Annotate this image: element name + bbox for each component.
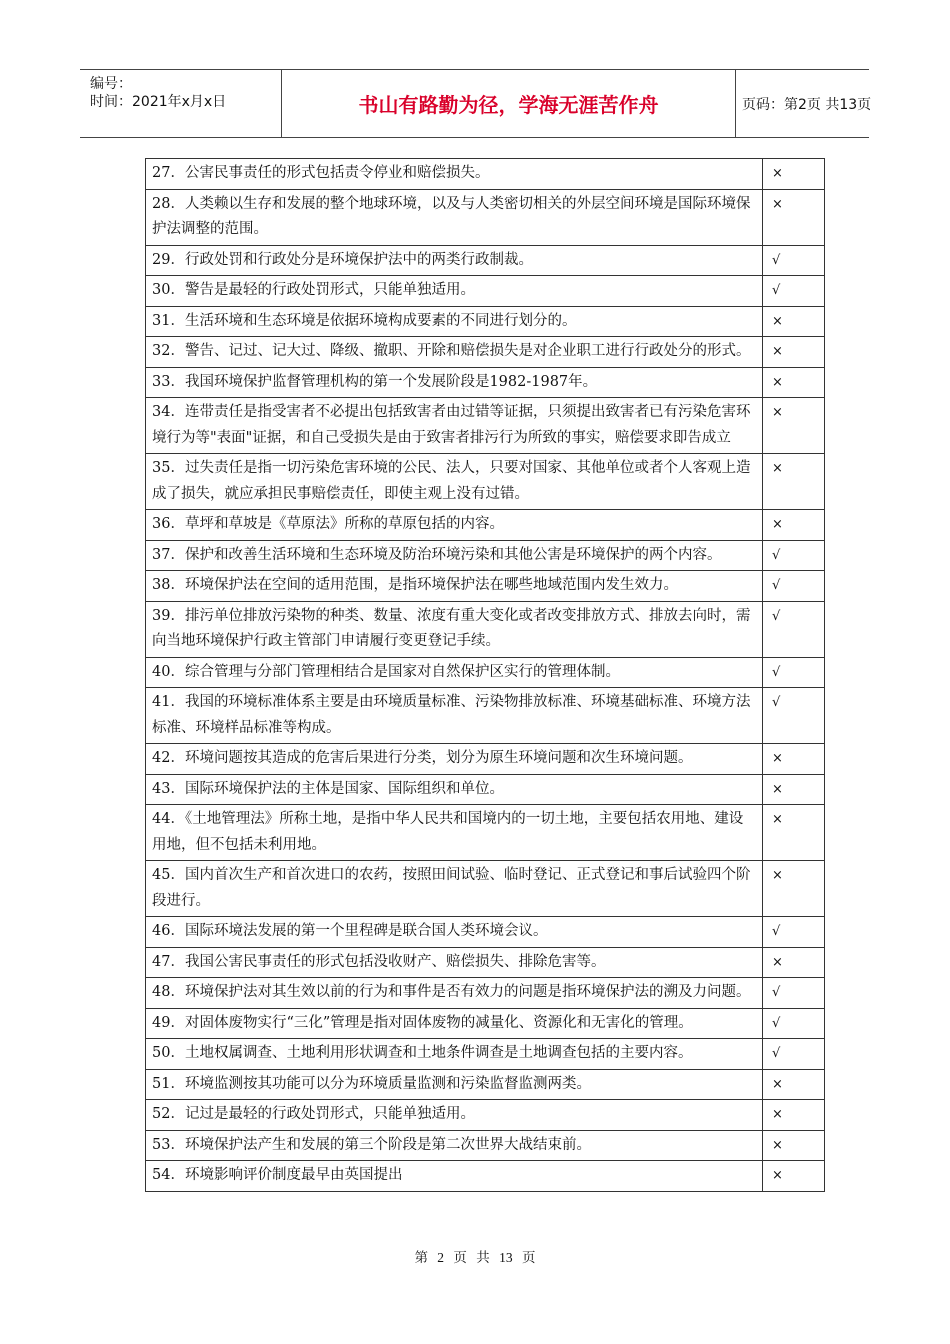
answer-mark: ×: [763, 774, 825, 805]
answer-mark: √: [763, 1008, 825, 1039]
question-text: 29．行政处罚和行政处分是环境保护法中的两类行政制裁。: [146, 245, 763, 276]
question-text: 33．我国环境保护监督管理机构的第一个发展阶段是1982-1987年。: [146, 367, 763, 398]
question-text: 39．排污单位排放污染物的种类、数量、浓度有重大变化或者改变排放方式、排放去向时，需向当地环境保护行政主管部门申请履行变更登记手续。: [146, 601, 763, 657]
question-text: 49．对固体废物实行“三化”管理是指对固体废物的减量化、资源化和无害化的管理。: [146, 1008, 763, 1039]
question-row: [146, 1130, 825, 1161]
question-row: [146, 1008, 825, 1039]
question-row: [146, 540, 825, 571]
question-text: 30．警告是最轻的行政处罚形式，只能单独适用。: [146, 276, 763, 307]
page-header: [80, 69, 872, 138]
question-row: [146, 861, 825, 917]
question-text: 43．国际环境保护法的主体是国家、国际组织和单位。: [146, 774, 763, 805]
answer-mark: √: [763, 688, 825, 744]
question-text: 34．连带责任是指受害者不必提出包括致害者由过错等证据，只须提出致害者已有污染危害环境行为等"表面"证据，和自己受损失是由于致害者排污行为所致的事实，赔偿要求即告成立: [146, 398, 763, 454]
question-text: 31．生活环境和生态环境是依据环境构成要素的不同进行划分的。: [146, 306, 763, 337]
question-text: 35．过失责任是指一切污染危害环境的公民、法人，只要对国家、其他单位或者个人客观上造成了损失，就应承担民事赔偿责任，即使主观上没有过错。: [146, 454, 763, 510]
answer-mark: ×: [763, 367, 825, 398]
question-row: [146, 1161, 825, 1192]
question-text: 52．记过是最轻的行政处罚形式，只能单独适用。: [146, 1100, 763, 1131]
question-text: 48．环境保护法对其生效以前的行为和事件是否有效力的问题是指环境保护法的溯及力问题。: [146, 978, 763, 1009]
header-divider: [735, 70, 736, 137]
question-table: [145, 158, 825, 1192]
question-row: [146, 306, 825, 337]
question-text: 27．公害民事责任的形式包括责令停业和赔偿损失。: [146, 159, 763, 190]
answer-mark: √: [763, 917, 825, 948]
question-text: 50．土地权属调查、土地利用形状调查和土地条件调查是土地调查包括的主要内容。: [146, 1039, 763, 1070]
question-row: [146, 367, 825, 398]
question-text: 51．环境监测按其功能可以分为环境质量监测和污染监督监测两类。: [146, 1069, 763, 1100]
question-text: 54．环境影响评价制度最早由英国提出: [146, 1161, 763, 1192]
answer-mark: ×: [763, 1069, 825, 1100]
question-row: [146, 947, 825, 978]
question-text: 37．保护和改善生活环境和生态环境及防治环境污染和其他公害是环境保护的两个内容。: [146, 540, 763, 571]
question-row: [146, 1069, 825, 1100]
question-row: [146, 245, 825, 276]
question-row: [146, 571, 825, 602]
question-row: [146, 978, 825, 1009]
question-text: 53．环境保护法产生和发展的第三个阶段是第二次世界大战结束前。: [146, 1130, 763, 1161]
question-row: [146, 159, 825, 190]
answer-mark: ×: [763, 744, 825, 775]
question-row: [146, 510, 825, 541]
answer-mark: ×: [763, 510, 825, 541]
page-footer: 第 2 页 共 13 页: [414, 1250, 536, 1265]
question-row: [146, 1039, 825, 1070]
question-table-body: [146, 159, 825, 1192]
question-text: 32．警告、记过、记大过、降级、撤职、开除和赔偿损失是对企业职工进行行政处分的形式。: [146, 337, 763, 368]
answer-mark: ×: [763, 159, 825, 190]
answer-mark: √: [763, 571, 825, 602]
question-row: [146, 276, 825, 307]
answer-mark: ×: [763, 805, 825, 861]
question-text: 40．综合管理与分部门管理相结合是国家对自然保护区实行的管理体制。: [146, 657, 763, 688]
answer-mark: ×: [763, 947, 825, 978]
answer-mark: ×: [763, 1130, 825, 1161]
question-text: 38．环境保护法在空间的适用范围，是指环境保护法在哪些地域范围内发生效力。: [146, 571, 763, 602]
answer-mark: ×: [763, 189, 825, 245]
answer-mark: ×: [763, 1100, 825, 1131]
answer-mark: √: [763, 245, 825, 276]
answer-mark: ×: [763, 306, 825, 337]
answer-mark: √: [763, 1039, 825, 1070]
question-row: [146, 657, 825, 688]
answer-mark: √: [763, 276, 825, 307]
answer-mark: ×: [763, 1161, 825, 1192]
question-row: [146, 337, 825, 368]
question-text: 44．《土地管理法》所称土地，是指中华人民共和国境内的一切土地，主要包括农用地、建设用地，但不包括未利用地。: [146, 805, 763, 861]
question-row: [146, 688, 825, 744]
question-row: [146, 189, 825, 245]
answer-mark: ×: [763, 861, 825, 917]
header-page-number: 页码：第2页 共13页: [742, 96, 872, 113]
date-text: 时间：2021年x月x日: [90, 94, 227, 110]
serial-label: 编号：: [90, 76, 132, 92]
question-text: 47．我国公害民事责任的形式包括没收财产、赔偿损失、排除危害等。: [146, 947, 763, 978]
question-row: [146, 1100, 825, 1131]
answer-mark: ×: [763, 454, 825, 510]
answer-mark: √: [763, 657, 825, 688]
answer-mark: √: [763, 978, 825, 1009]
question-text: 41．我国的环境标准体系主要是由环境质量标准、污染物排放标准、环境基础标准、环境方法标准、环境样品标准等构成。: [146, 688, 763, 744]
question-row: [146, 917, 825, 948]
header-info-cell: [80, 70, 281, 137]
answer-mark: √: [763, 540, 825, 571]
question-text: 46．国际环境法发展的第一个里程碑是联合国人类环境会议。: [146, 917, 763, 948]
answer-mark: √: [763, 601, 825, 657]
header-motto: 书山有路勤为径，学海无涯苦作舟: [358, 93, 659, 117]
answer-mark: ×: [763, 337, 825, 368]
question-row: [146, 601, 825, 657]
question-row: [146, 744, 825, 775]
question-row: [146, 398, 825, 454]
question-text: 45．国内首次生产和首次进口的农药，按照田间试验、临时登记、正式登记和事后试验四个阶段进行。: [146, 861, 763, 917]
question-text: 42．环境问题按其造成的危害后果进行分类，划分为原生环境问题和次生环境问题。: [146, 744, 763, 775]
question-text: 28．人类赖以生存和发展的整个地球环境，以及与人类密切相关的外层空间环境是国际环境保护法调整的范围。: [146, 189, 763, 245]
question-row: [146, 454, 825, 510]
question-text: 36．草坪和草坡是《草原法》所称的草原包括的内容。: [146, 510, 763, 541]
question-row: [146, 805, 825, 861]
question-row: [146, 774, 825, 805]
answer-mark: ×: [763, 398, 825, 454]
